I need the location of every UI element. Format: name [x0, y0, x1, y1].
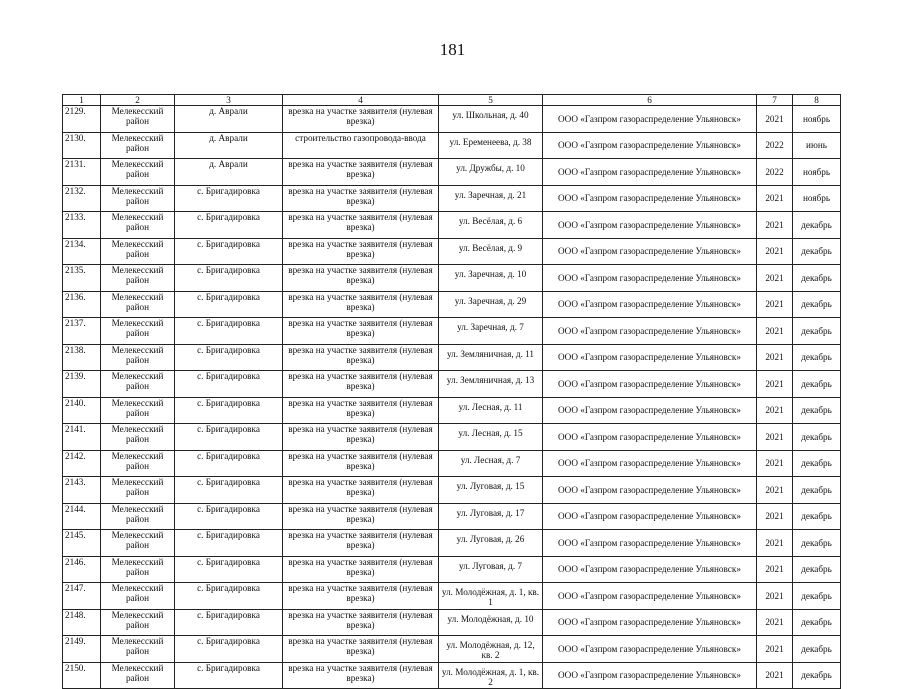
- address-cell: ул. Дружбы, д. 10: [439, 159, 543, 186]
- month-cell: ноябрь: [793, 106, 841, 133]
- table-row: [63, 238, 841, 265]
- row-number: 2133.: [63, 212, 101, 239]
- month-cell: декабрь: [793, 662, 841, 689]
- address-cell: ул. Луговая, д. 17: [439, 503, 543, 530]
- locality-cell: с. Бригадировка: [175, 238, 283, 265]
- year-cell: 2021: [757, 318, 793, 345]
- row-number: 2137.: [63, 318, 101, 345]
- row-number: 2144.: [63, 503, 101, 530]
- table-row: [63, 185, 841, 212]
- table-row: [63, 503, 841, 530]
- locality-cell: д. Аврали: [175, 132, 283, 159]
- year-cell: 2021: [757, 185, 793, 212]
- address-cell: ул. Весёлая, д. 9: [439, 238, 543, 265]
- address-cell: ул. Молодёжная, д. 1, кв. 1: [439, 583, 543, 610]
- locality-cell: с. Бригадировка: [175, 662, 283, 689]
- month-cell: декабрь: [793, 477, 841, 504]
- work-type-cell: врезка на участке заявителя (нулевая врезка): [283, 450, 439, 477]
- gas-connection-table-container: [62, 94, 840, 689]
- year-cell: 2021: [757, 397, 793, 424]
- year-cell: 2021: [757, 424, 793, 451]
- organization-cell: ООО «Газпром газораспределение Ульяновск»: [543, 530, 757, 557]
- address-cell: ул. Заречная, д. 7: [439, 318, 543, 345]
- page-number: 181: [439, 40, 466, 59]
- work-type-cell: врезка на участке заявителя (нулевая врезка): [283, 159, 439, 186]
- row-number: 2140.: [63, 397, 101, 424]
- year-cell: 2021: [757, 503, 793, 530]
- row-number: 2146.: [63, 556, 101, 583]
- table-row: [63, 132, 841, 159]
- work-type-cell: строительство газопровода-ввода: [283, 132, 439, 159]
- year-cell: 2021: [757, 477, 793, 504]
- month-cell: декабрь: [793, 318, 841, 345]
- organization-cell: ООО «Газпром газораспределение Ульяновск»: [543, 185, 757, 212]
- address-cell: ул. Заречная, д. 10: [439, 265, 543, 292]
- locality-cell: с. Бригадировка: [175, 212, 283, 239]
- month-cell: декабрь: [793, 556, 841, 583]
- row-number: 2139.: [63, 371, 101, 398]
- year-cell: 2021: [757, 106, 793, 133]
- row-number: 2149.: [63, 636, 101, 663]
- organization-cell: ООО «Газпром газораспределение Ульяновск»: [543, 662, 757, 689]
- address-cell: ул. Школьная, д. 40: [439, 106, 543, 133]
- locality-cell: с. Бригадировка: [175, 424, 283, 451]
- row-number: 2148.: [63, 609, 101, 636]
- organization-cell: ООО «Газпром газораспределение Ульяновск»: [543, 397, 757, 424]
- work-type-cell: врезка на участке заявителя (нулевая врезка): [283, 477, 439, 504]
- district-cell: Мелекесский район: [101, 662, 175, 689]
- locality-cell: с. Бригадировка: [175, 636, 283, 663]
- row-number: 2143.: [63, 477, 101, 504]
- work-type-cell: врезка на участке заявителя (нулевая врезка): [283, 662, 439, 689]
- month-cell: декабрь: [793, 609, 841, 636]
- month-cell: декабрь: [793, 450, 841, 477]
- locality-cell: с. Бригадировка: [175, 530, 283, 557]
- year-cell: 2021: [757, 371, 793, 398]
- month-cell: декабрь: [793, 530, 841, 557]
- table-row: [63, 397, 841, 424]
- organization-cell: ООО «Газпром газораспределение Ульяновск»: [543, 583, 757, 610]
- month-cell: декабрь: [793, 238, 841, 265]
- work-type-cell: врезка на участке заявителя (нулевая врезка): [283, 265, 439, 292]
- column-header: 1: [63, 95, 101, 106]
- row-number: 2135.: [63, 265, 101, 292]
- organization-cell: ООО «Газпром газораспределение Ульяновск»: [543, 503, 757, 530]
- table-row: [63, 265, 841, 292]
- row-number: 2145.: [63, 530, 101, 557]
- gas-connection-table: [62, 94, 841, 689]
- locality-cell: д. Аврали: [175, 159, 283, 186]
- district-cell: Мелекесский район: [101, 344, 175, 371]
- month-cell: ноябрь: [793, 159, 841, 186]
- organization-cell: ООО «Газпром газораспределение Ульяновск»: [543, 371, 757, 398]
- year-cell: 2021: [757, 556, 793, 583]
- row-number: 2147.: [63, 583, 101, 610]
- locality-cell: с. Бригадировка: [175, 371, 283, 398]
- address-cell: ул. Весёлая, д. 6: [439, 212, 543, 239]
- address-cell: ул. Молодёжная, д. 10: [439, 609, 543, 636]
- table-row: [63, 662, 841, 689]
- locality-cell: с. Бригадировка: [175, 450, 283, 477]
- month-cell: ноябрь: [793, 185, 841, 212]
- locality-cell: с. Бригадировка: [175, 265, 283, 292]
- locality-cell: с. Бригадировка: [175, 503, 283, 530]
- year-cell: 2021: [757, 344, 793, 371]
- address-cell: ул. Молодёжная, д. 12, кв. 2: [439, 636, 543, 663]
- work-type-cell: врезка на участке заявителя (нулевая врезка): [283, 212, 439, 239]
- month-cell: декабрь: [793, 424, 841, 451]
- column-header: 4: [283, 95, 439, 106]
- locality-cell: с. Бригадировка: [175, 556, 283, 583]
- district-cell: Мелекесский район: [101, 477, 175, 504]
- year-cell: 2021: [757, 636, 793, 663]
- column-number-row: [63, 95, 841, 106]
- organization-cell: ООО «Газпром газораспределение Ульяновск»: [543, 477, 757, 504]
- month-cell: декабрь: [793, 265, 841, 292]
- row-number: 2134.: [63, 238, 101, 265]
- district-cell: Мелекесский район: [101, 636, 175, 663]
- organization-cell: ООО «Газпром газораспределение Ульяновск»: [543, 450, 757, 477]
- address-cell: ул. Лесная, д. 15: [439, 424, 543, 451]
- year-cell: 2021: [757, 238, 793, 265]
- table-row: [63, 583, 841, 610]
- district-cell: Мелекесский район: [101, 238, 175, 265]
- organization-cell: ООО «Газпром газораспределение Ульяновск»: [543, 318, 757, 345]
- month-cell: декабрь: [793, 212, 841, 239]
- organization-cell: ООО «Газпром газораспределение Ульяновск»: [543, 106, 757, 133]
- month-cell: июнь: [793, 132, 841, 159]
- district-cell: Мелекесский район: [101, 265, 175, 292]
- locality-cell: с. Бригадировка: [175, 583, 283, 610]
- month-cell: декабрь: [793, 344, 841, 371]
- year-cell: 2021: [757, 662, 793, 689]
- district-cell: Мелекесский район: [101, 371, 175, 398]
- work-type-cell: врезка на участке заявителя (нулевая врезка): [283, 556, 439, 583]
- locality-cell: с. Бригадировка: [175, 185, 283, 212]
- table-row: [63, 318, 841, 345]
- row-number: 2130.: [63, 132, 101, 159]
- year-cell: 2022: [757, 132, 793, 159]
- address-cell: ул. Земляничная, д. 13: [439, 371, 543, 398]
- district-cell: Мелекесский район: [101, 132, 175, 159]
- year-cell: 2021: [757, 291, 793, 318]
- month-cell: декабрь: [793, 583, 841, 610]
- district-cell: Мелекесский район: [101, 212, 175, 239]
- table-row: [63, 106, 841, 133]
- organization-cell: ООО «Газпром газораспределение Ульяновск»: [543, 344, 757, 371]
- district-cell: Мелекесский район: [101, 450, 175, 477]
- organization-cell: ООО «Газпром газораспределение Ульяновск»: [543, 238, 757, 265]
- work-type-cell: врезка на участке заявителя (нулевая врезка): [283, 530, 439, 557]
- column-header: 7: [757, 95, 793, 106]
- locality-cell: с. Бригадировка: [175, 477, 283, 504]
- locality-cell: с. Бригадировка: [175, 291, 283, 318]
- table-row: [63, 450, 841, 477]
- address-cell: ул. Заречная, д. 21: [439, 185, 543, 212]
- district-cell: Мелекесский район: [101, 583, 175, 610]
- table-row: [63, 371, 841, 398]
- year-cell: 2021: [757, 530, 793, 557]
- month-cell: декабрь: [793, 636, 841, 663]
- column-header: 8: [793, 95, 841, 106]
- district-cell: Мелекесский район: [101, 318, 175, 345]
- district-cell: Мелекесский район: [101, 556, 175, 583]
- table-row: [63, 212, 841, 239]
- organization-cell: ООО «Газпром газораспределение Ульяновск»: [543, 424, 757, 451]
- table-row: [63, 636, 841, 663]
- row-number: 2142.: [63, 450, 101, 477]
- month-cell: декабрь: [793, 371, 841, 398]
- row-number: 2131.: [63, 159, 101, 186]
- work-type-cell: врезка на участке заявителя (нулевая врезка): [283, 185, 439, 212]
- district-cell: Мелекесский район: [101, 397, 175, 424]
- district-cell: Мелекесский район: [101, 159, 175, 186]
- address-cell: ул. Заречная, д. 29: [439, 291, 543, 318]
- month-cell: декабрь: [793, 397, 841, 424]
- column-header: 2: [101, 95, 175, 106]
- district-cell: Мелекесский район: [101, 106, 175, 133]
- table-row: [63, 477, 841, 504]
- district-cell: Мелекесский район: [101, 530, 175, 557]
- work-type-cell: врезка на участке заявителя (нулевая врезка): [283, 238, 439, 265]
- row-number: 2141.: [63, 424, 101, 451]
- month-cell: декабрь: [793, 291, 841, 318]
- table-row: [63, 344, 841, 371]
- row-number: 2136.: [63, 291, 101, 318]
- organization-cell: ООО «Газпром газораспределение Ульяновск»: [543, 636, 757, 663]
- organization-cell: ООО «Газпром газораспределение Ульяновск»: [543, 556, 757, 583]
- work-type-cell: врезка на участке заявителя (нулевая врезка): [283, 318, 439, 345]
- year-cell: 2021: [757, 609, 793, 636]
- organization-cell: ООО «Газпром газораспределение Ульяновск»: [543, 609, 757, 636]
- organization-cell: ООО «Газпром газораспределение Ульяновск»: [543, 212, 757, 239]
- row-number: 2132.: [63, 185, 101, 212]
- address-cell: ул. Еременеева, д. 38: [439, 132, 543, 159]
- organization-cell: ООО «Газпром газораспределение Ульяновск»: [543, 291, 757, 318]
- row-number: 2138.: [63, 344, 101, 371]
- district-cell: Мелекесский район: [101, 185, 175, 212]
- year-cell: 2022: [757, 159, 793, 186]
- locality-cell: с. Бригадировка: [175, 609, 283, 636]
- organization-cell: ООО «Газпром газораспределение Ульяновск»: [543, 132, 757, 159]
- work-type-cell: врезка на участке заявителя (нулевая врезка): [283, 424, 439, 451]
- locality-cell: с. Бригадировка: [175, 344, 283, 371]
- district-cell: Мелекесский район: [101, 291, 175, 318]
- year-cell: 2021: [757, 212, 793, 239]
- work-type-cell: врезка на участке заявителя (нулевая врезка): [283, 291, 439, 318]
- work-type-cell: врезка на участке заявителя (нулевая врезка): [283, 106, 439, 133]
- locality-cell: с. Бригадировка: [175, 318, 283, 345]
- year-cell: 2021: [757, 583, 793, 610]
- address-cell: ул. Лесная, д. 7: [439, 450, 543, 477]
- work-type-cell: врезка на участке заявителя (нулевая врезка): [283, 636, 439, 663]
- work-type-cell: врезка на участке заявителя (нулевая врезка): [283, 371, 439, 398]
- table-row: [63, 556, 841, 583]
- column-header: 5: [439, 95, 543, 106]
- organization-cell: ООО «Газпром газораспределение Ульяновск»: [543, 159, 757, 186]
- work-type-cell: врезка на участке заявителя (нулевая врезка): [283, 397, 439, 424]
- organization-cell: ООО «Газпром газораспределение Ульяновск»: [543, 265, 757, 292]
- month-cell: декабрь: [793, 503, 841, 530]
- table-row: [63, 159, 841, 186]
- table-row: [63, 609, 841, 636]
- address-cell: ул. Лесная, д. 11: [439, 397, 543, 424]
- address-cell: ул. Луговая, д. 15: [439, 477, 543, 504]
- row-number: 2129.: [63, 106, 101, 133]
- work-type-cell: врезка на участке заявителя (нулевая врезка): [283, 344, 439, 371]
- table-row: [63, 424, 841, 451]
- work-type-cell: врезка на участке заявителя (нулевая врезка): [283, 609, 439, 636]
- address-cell: ул. Молодёжная, д. 1, кв. 2: [439, 662, 543, 689]
- row-number: 2150.: [63, 662, 101, 689]
- address-cell: ул. Луговая, д. 26: [439, 530, 543, 557]
- address-cell: ул. Луговая, д. 7: [439, 556, 543, 583]
- year-cell: 2021: [757, 450, 793, 477]
- year-cell: 2021: [757, 265, 793, 292]
- column-header: 6: [543, 95, 757, 106]
- table-row: [63, 530, 841, 557]
- address-cell: ул. Земляничная, д. 11: [439, 344, 543, 371]
- work-type-cell: врезка на участке заявителя (нулевая врезка): [283, 583, 439, 610]
- column-header: 3: [175, 95, 283, 106]
- locality-cell: д. Аврали: [175, 106, 283, 133]
- district-cell: Мелекесский район: [101, 609, 175, 636]
- district-cell: Мелекесский район: [101, 503, 175, 530]
- table-body: [63, 106, 841, 689]
- work-type-cell: врезка на участке заявителя (нулевая врезка): [283, 503, 439, 530]
- locality-cell: с. Бригадировка: [175, 397, 283, 424]
- district-cell: Мелекесский район: [101, 424, 175, 451]
- table-row: [63, 291, 841, 318]
